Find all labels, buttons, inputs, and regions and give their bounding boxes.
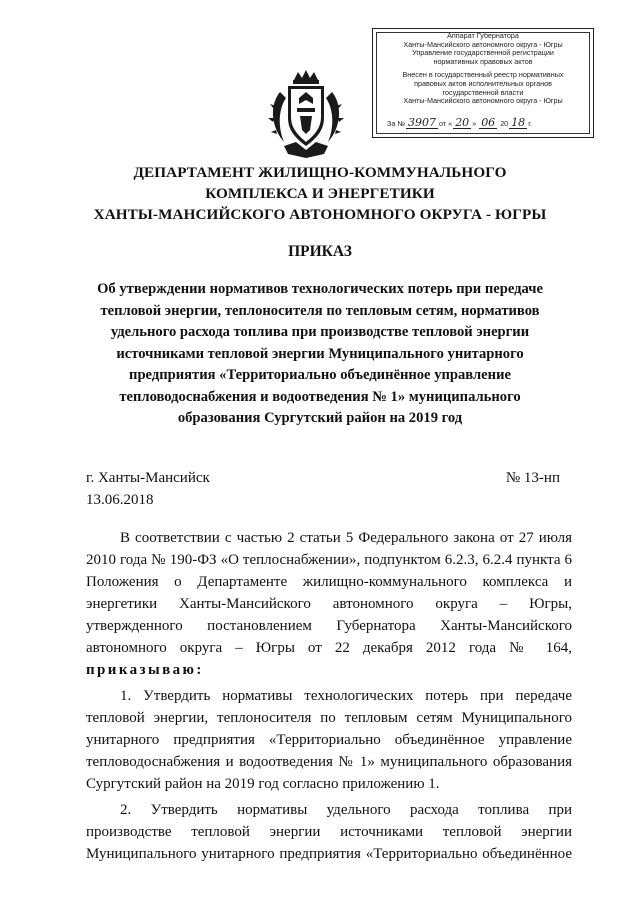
stamp-registration-line: За № 3907 от « 20 » 06 20 18 г. (387, 116, 532, 130)
stamp-line: Ханты-Мансийского автономного округа - Югры (403, 39, 563, 49)
department-name-line3: ХАНТЫ-МАНСИЙСКОГО АВТОНОМНОГО ОКРУГА - ЮГРЫ (93, 206, 547, 223)
body-line: 1. Утвердить нормативы технологических потерь при передаче (120, 688, 572, 704)
registration-stamp (372, 28, 594, 138)
issue-date: 13.06.2018 (86, 492, 154, 508)
body-line: утвержденного постановлением Губернатора Ханты-Мансийского (86, 618, 572, 634)
stamp-line: нормативных правовых актов (433, 56, 533, 66)
issue-city: г. Ханты-Мансийск (86, 470, 210, 486)
body-line: Сургутский район на 2019 год согласно приложению 1. (86, 776, 440, 792)
body-line: 2010 года № 190-ФЗ «О теплоснабжении», подпунктом 6.2.3, 6.2.4 пункта 6 (86, 552, 572, 568)
subject-line: тепловодоснабжения и водоотведения № 1» муниципального (119, 388, 521, 405)
subject-line: тепловой энергии, теплоносителя по тепловым сетям, нормативов (100, 302, 540, 319)
stamp-reg-number: 3907 (408, 116, 437, 130)
stamp-line: Управление государственной регистрации (412, 48, 554, 58)
document-type-title: ПРИКАЗ (288, 243, 352, 260)
body-line: тепловой энергии, теплоносителя по тепловым сетям Муниципального (86, 710, 572, 726)
department-name-line2: КОМПЛЕКСА И ЭНЕРГЕТИКИ (205, 185, 435, 202)
subject-line: удельного расхода топлива при производстве тепловой энергии (110, 324, 530, 340)
order-number: № 13-нп (505, 470, 560, 486)
body-line: В соответствии с частью 2 статьи 5 Федерального закона от 27 июля (120, 530, 572, 546)
stamp-reg-year: 18 (511, 116, 526, 130)
body-line: унитарного предприятия «Территориально объединённое управление (86, 732, 572, 748)
department-name-line1: ДЕПАРТАМЕНТ ЖИЛИЩНО-КОММУНАЛЬНОГО (133, 164, 507, 181)
order-directive: приказываю: (86, 662, 204, 678)
stamp-line: правовых актов исполнительных органов (414, 78, 552, 88)
order-subject (60, 279, 580, 430)
body-line: автономного округа – Югры от 22 декабря 2012 года № 164, (86, 640, 572, 656)
stamp-reg-month: 06 (481, 116, 496, 130)
body-line: энергетики Ханты-Мансийского автономного округа – Югры, (86, 596, 572, 612)
stamp-reg-day: 20 (455, 116, 470, 130)
body-line: тепловодоснабжения и водоотведения № 1» муниципального образования (86, 754, 572, 770)
subject-line: образования Сургутский район на 2019 год (177, 410, 463, 426)
stamp-line: государственной власти (442, 87, 524, 97)
subject-line: Об утверждении нормативов технологических потерь при передаче (97, 281, 543, 297)
stamp-line: Внесен в государственный реестр нормативных (402, 70, 564, 80)
body-line: 2. Утвердить нормативы удельного расхода топлива при (120, 802, 572, 818)
subject-line: источниками тепловой энергии Муниципального унитарного (116, 345, 524, 362)
stamp-line: Ханты-Мансийского автономного округа - Югры (403, 96, 563, 106)
body-line: производстве тепловой энергии источниками тепловой энергии (86, 824, 572, 840)
body-line: Положения о Департаменте жилищно-коммунального комплекса и (86, 574, 572, 590)
coat-of-arms-emblem (266, 70, 346, 158)
subject-line: предприятия «Территориально объединённое управление (129, 367, 511, 383)
body-line: Муниципального унитарного предприятия «Территориально объединённое (86, 846, 572, 862)
stamp-line: Аппарат Губернатора (447, 31, 519, 40)
